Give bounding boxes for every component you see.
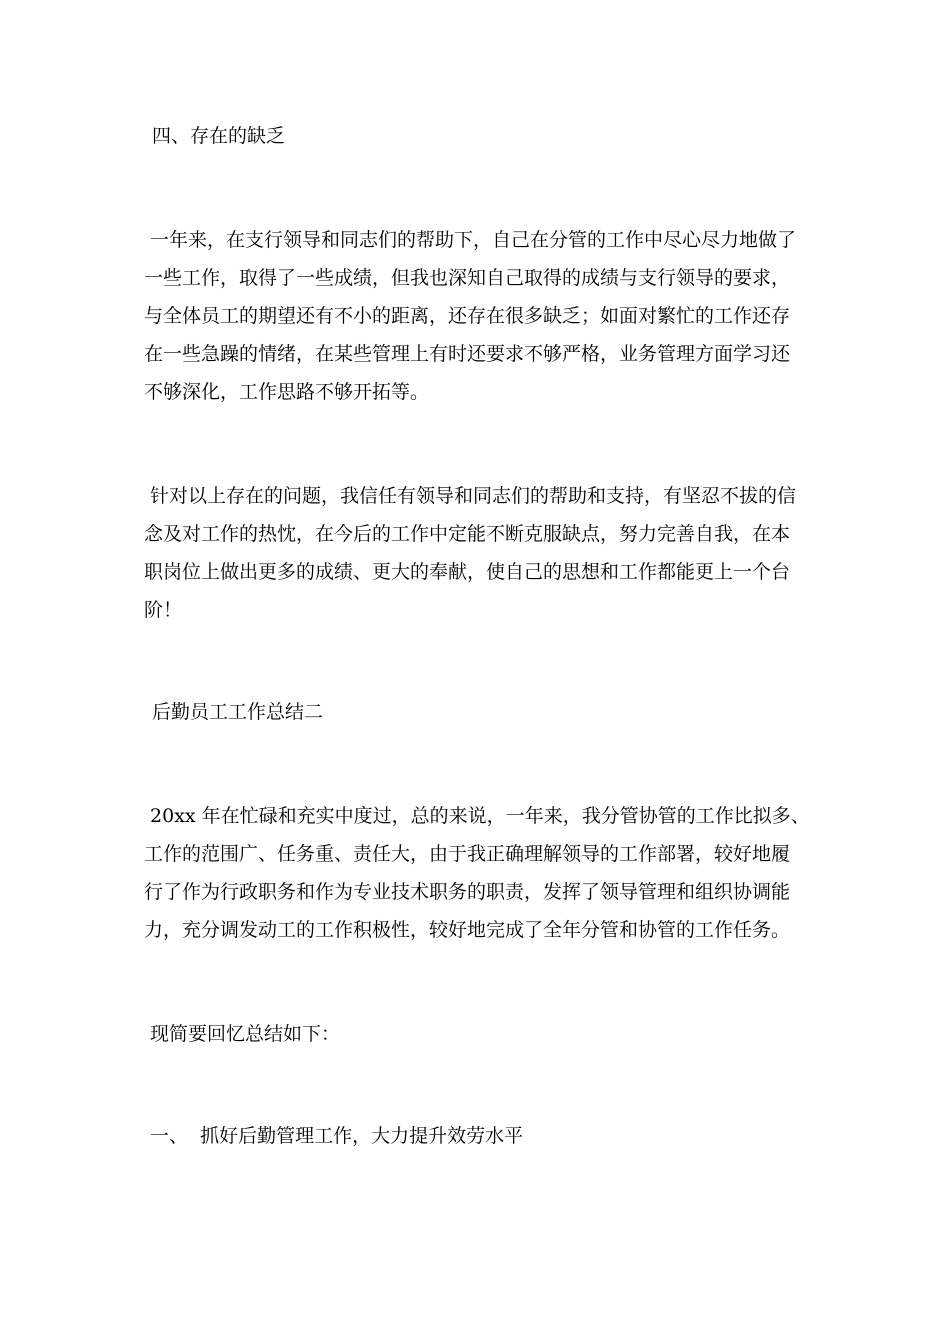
paragraph-line: 力，充分调发动工的工作积极性，较好地完成了全年分管和协管的工作任务。 xyxy=(144,919,791,941)
section-heading: 四、存在的缺乏 xyxy=(152,125,286,147)
paragraph-line: 在一些急躁的情绪，在某些管理上有时还要求不够严格，业务管理方面学习还 xyxy=(144,343,791,365)
paragraph-line: 针对以上存在的问题，我信任有领导和同志们的帮助和支持，有坚忍不拔的信 xyxy=(144,485,797,507)
item-heading: 一、 抓好后勤管理工作，大力提升效劳水平 xyxy=(144,1125,524,1147)
paragraph-line: 念及对工作的热忱，在今后的工作中定能不断克服缺点，努力完善自我，在本 xyxy=(144,523,791,545)
paragraph-line: 与全体员工的期望还有不小的距离，还存在很多缺乏；如面对繁忙的工作还存 xyxy=(144,305,791,327)
paragraph-line: 行了作为行政职务和作为专业技术职务的职责，发挥了领导管理和组织协调能 xyxy=(144,881,791,903)
paragraph-line: 工作的范围广、任务重、责任大，由于我正确理解领导的工作部署，较好地履 xyxy=(144,843,791,865)
summary-title: 后勤员工工作总结二 xyxy=(152,701,324,723)
paragraph-line: 阶！ xyxy=(144,599,183,621)
review-intro: 现简要回忆总结如下： xyxy=(144,1023,341,1045)
paragraph-line: 一年来，在支行领导和同志们的帮助下，自己在分管的工作中尽心尽力地做了 xyxy=(144,229,797,251)
paragraph-line: 职岗位上做出更多的成绩、更大的奉献，使自己的思想和工作都能更上一个台 xyxy=(144,561,791,583)
paragraph-line: 20xx 年在忙碌和充实中度过，总的来说，一年来，我分管协管的工作比拟多、 xyxy=(144,805,810,827)
paragraph-line: 一些工作，取得了一些成绩，但我也深知自己取得的成绩与支行领导的要求， xyxy=(144,267,791,289)
paragraph-line: 不够深化，工作思路不够开拓等。 xyxy=(144,381,430,403)
